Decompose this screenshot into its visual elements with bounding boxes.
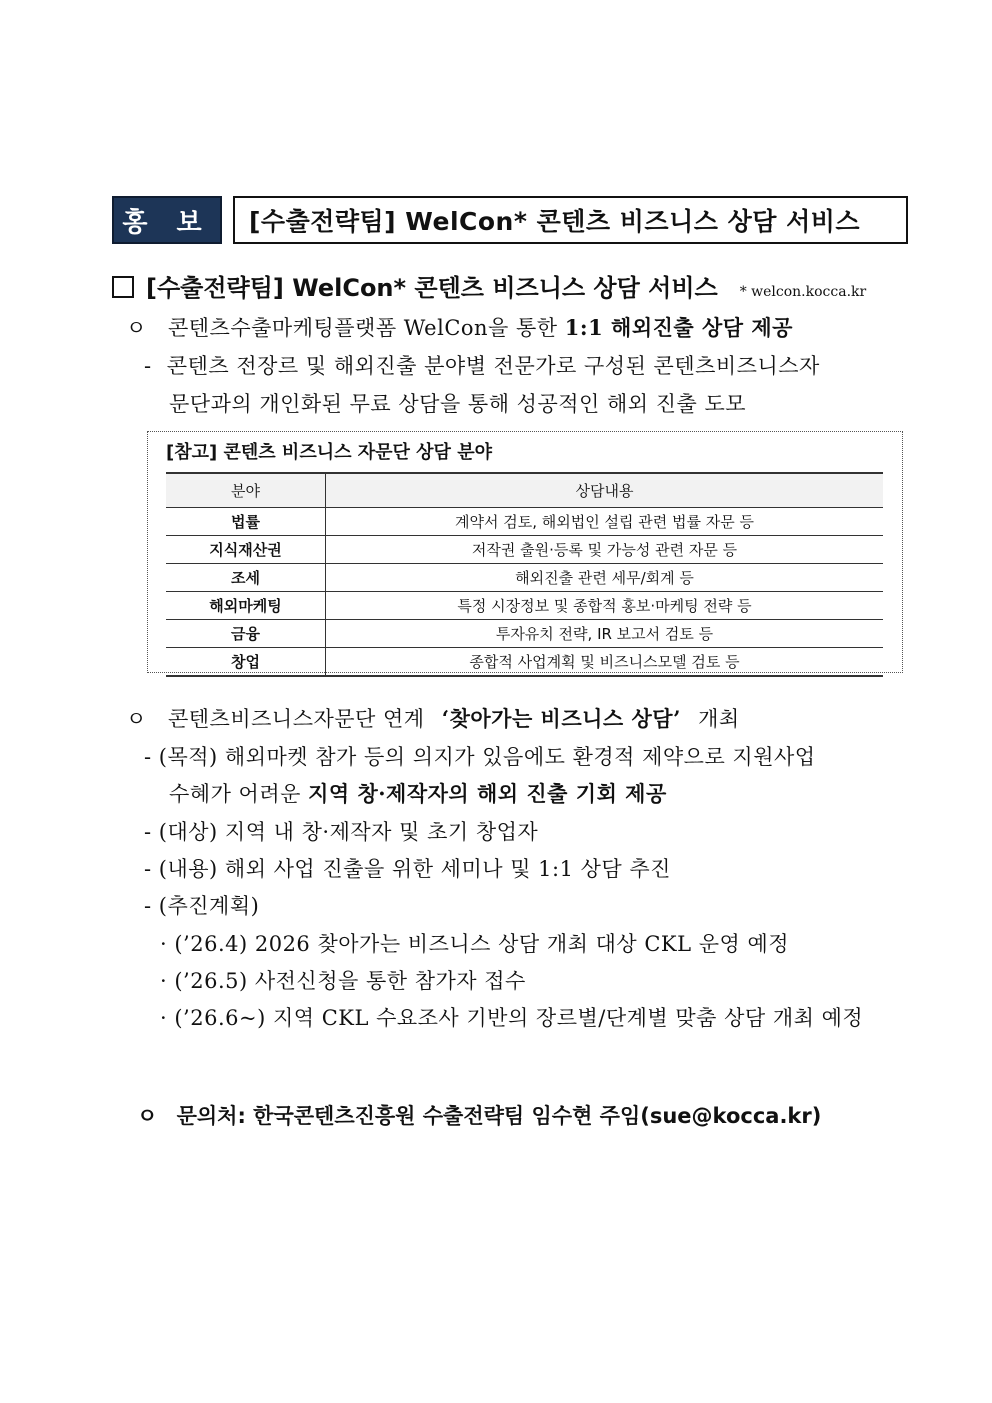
reference-title: [참고] 콘텐츠 비즈니스 자문단 상담 분야 xyxy=(166,442,492,463)
table-row xyxy=(166,620,883,648)
item1-line xyxy=(126,312,793,342)
item1-sub-text1: 콘텐츠 전장르 및 해외진출 분야별 전문가로 구성된 콘텐츠비즈니스자 xyxy=(166,354,820,378)
item2-target: - (대상) 지역 내 창·제작자 및 초기 창업자 xyxy=(144,820,539,844)
item1-sub-line1 xyxy=(144,350,820,380)
item2-bullet: ㅇ xyxy=(126,707,147,731)
item1-text: 콘텐츠수출마케팅플랫폼 WelCon을 통한 xyxy=(167,316,565,340)
checkbox-square-icon xyxy=(112,276,134,298)
row-content: 종합적 사업계획 및 비즈니스모델 검토 등 xyxy=(326,648,884,677)
item1-text-bold: 1:1 해외진출 상담 제공 xyxy=(564,315,793,340)
row-field: 법률 xyxy=(166,508,326,536)
section-heading xyxy=(112,268,866,303)
item1-bullet: ㅇ xyxy=(126,316,147,340)
item2-plan-label: - (추진계획) xyxy=(144,894,260,918)
table-header-row xyxy=(166,473,883,508)
table-row xyxy=(166,536,883,564)
contact-text: 문의처: 한국콘텐츠진흥원 수출전략팀 임수현 주임(sue@kocca.kr) xyxy=(176,1104,822,1128)
row-content: 특정 시장정보 및 종합적 홍보·마케팅 전략 등 xyxy=(326,592,884,620)
plan-item: · (’26.4) 2026 찾아가는 비즈니스 상담 개최 대상 CKL 운영 예정 xyxy=(160,932,790,956)
table-row xyxy=(166,508,883,536)
row-field: 조세 xyxy=(166,564,326,592)
row-field: 금융 xyxy=(166,620,326,648)
table-row xyxy=(166,564,883,592)
section-title: [수출전략팀] WelCon* 콘텐츠 비즈니스 상담 서비스 xyxy=(146,274,718,302)
header-content: 상담내용 xyxy=(326,473,884,508)
section-note: * welcon.kocca.kr xyxy=(739,284,867,300)
item2-text: 콘텐츠비즈니스자문단 연계 xyxy=(167,707,432,731)
contact-bullet: ㅇ xyxy=(137,1104,158,1128)
item2-text-end: 개최 xyxy=(690,707,740,731)
document-title: [수출전략팀] WelCon* 콘텐츠 비즈니스 상담 서비스 xyxy=(233,196,908,244)
item1-sub-line2: 문단과의 개인화된 무료 상담을 통해 성공적인 해외 진출 도모 xyxy=(169,392,747,416)
row-field: 창업 xyxy=(166,648,326,677)
item1-sub-dash: - xyxy=(144,354,152,378)
item2-line xyxy=(126,703,740,733)
row-field: 해외마케팅 xyxy=(166,592,326,620)
header-field: 분야 xyxy=(166,473,326,508)
row-content: 해외진출 관련 세무/회계 등 xyxy=(326,564,884,592)
contact-line xyxy=(137,1100,821,1130)
table-row xyxy=(166,592,883,620)
item2-purpose-line1: - (목적) 해외마켓 참가 등의 의지가 있음에도 환경적 제약으로 지원사업 xyxy=(144,745,816,769)
item2-purpose-bold: 지역 창·제작자의 해외 진출 기회 제공 xyxy=(308,781,667,806)
item2-purpose-text: 수혜가 어려운 xyxy=(169,782,309,806)
item2-text-bold: ‘찾아가는 비즈니스 상담’ xyxy=(441,706,681,731)
category-tag: 홍 보 xyxy=(112,196,222,244)
row-content: 계약서 검토, 해외법인 설립 관련 법률 자문 등 xyxy=(326,508,884,536)
plan-item: · (’26.6~) 지역 CKL 수요조사 기반의 장르별/단계별 맞춤 상담 개최 예정 xyxy=(160,1006,864,1030)
row-content: 투자유치 전략, IR 보고서 검토 등 xyxy=(326,620,884,648)
item2-content: - (내용) 해외 사업 진출을 위한 세미나 및 1:1 상담 추진 xyxy=(144,857,671,881)
plan-item: · (’26.5) 사전신청을 통한 참가자 접수 xyxy=(160,969,526,993)
item2-purpose-line2 xyxy=(169,778,667,808)
reference-table xyxy=(166,472,883,677)
row-field: 지식재산권 xyxy=(166,536,326,564)
row-content: 저작권 출원·등록 및 가능성 관련 자문 등 xyxy=(326,536,884,564)
table-row xyxy=(166,648,883,677)
